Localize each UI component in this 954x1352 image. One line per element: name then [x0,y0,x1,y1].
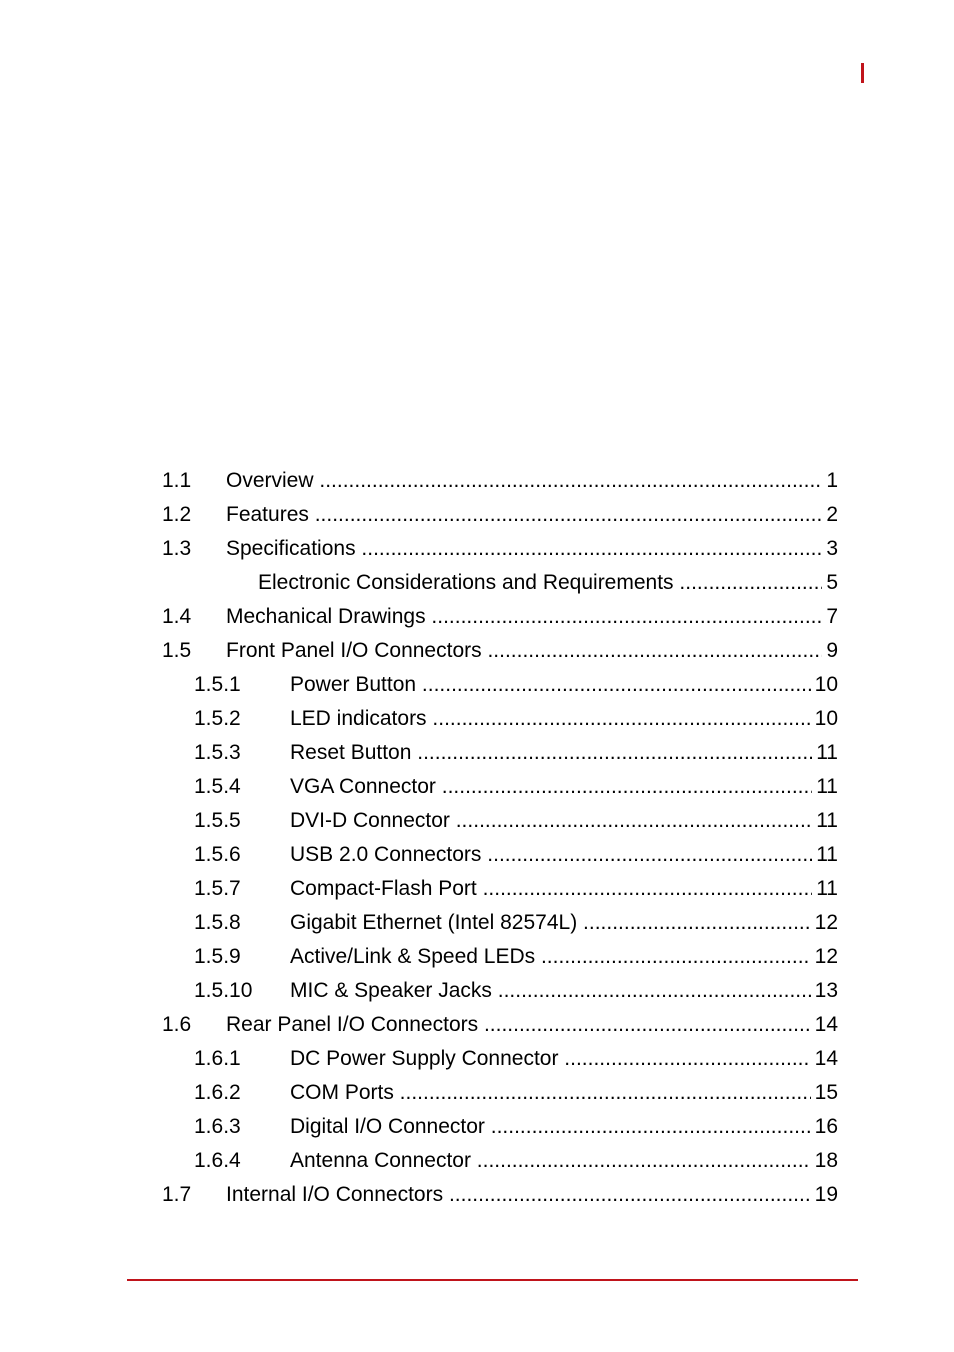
table-of-contents [162,464,838,1212]
toc-entry-number: 1.5.4 [194,775,241,798]
toc-entry-title: Specifications ..... [226,532,838,566]
toc-entry-number: 1.5.3 [194,741,241,764]
toc-entry-number: 1.3 [162,537,192,560]
toc-entry-number: 1.6 [162,1013,192,1036]
toc-entry[interactable] [162,804,838,838]
toc-entry-title: Electronic Considerations and Requirements ..... [258,566,838,600]
toc-entry-page: 2 [822,498,838,532]
toc-entry-page: 16 [811,1110,838,1144]
toc-entry-page: 1 [822,464,838,498]
toc-entry[interactable] [162,1110,838,1144]
toc-entry-title: DC Power Supply Connector ..... [290,1042,838,1076]
toc-entry-title: Mechanical Drawings ..... [226,600,838,634]
toc-entry-number: 1.6.2 [194,1081,241,1104]
toc-entry[interactable] [162,940,838,974]
footer-rule [127,1279,858,1281]
toc-entry-page: 15 [811,1076,838,1110]
toc-entry[interactable] [162,702,838,736]
toc-entry-number: 1.5.1 [194,673,241,696]
toc-entry[interactable] [162,464,838,498]
toc-entry-page: 18 [811,1144,838,1178]
toc-entry[interactable] [162,634,838,668]
toc-entry-number: 1.5.2 [194,707,241,730]
toc-entry[interactable] [162,498,838,532]
toc-entry[interactable] [162,1144,838,1178]
toc-entry-title: Front Panel I/O Connectors ..... [226,634,838,668]
toc-entry-number: 1.1 [162,469,192,492]
toc-entry-number: 1.5 [162,639,192,662]
toc-entry-title: Overview ..... [226,464,838,498]
toc-entry[interactable] [162,532,838,566]
header-accent-bar [861,63,864,83]
toc-entry-page: 11 [812,804,838,838]
toc-entry-page: 11 [812,770,838,804]
toc-entry-title: COM Ports ..... [290,1076,838,1110]
toc-entry[interactable] [162,736,838,770]
toc-entry-page: 11 [812,838,838,872]
toc-entry-title: Features ..... [226,498,838,532]
toc-entry-number: 1.7 [162,1183,192,1206]
toc-entry-title: Compact-Flash Port ..... [290,872,838,906]
toc-entry-title: MIC & Speaker Jacks ..... [290,974,838,1008]
toc-entry-page: 7 [822,600,838,634]
toc-entry[interactable] [162,566,838,600]
toc-entry-number: 1.6.1 [194,1047,241,1070]
toc-entry[interactable] [162,906,838,940]
toc-entry-page: 11 [812,736,838,770]
toc-entry[interactable] [162,1042,838,1076]
toc-entry-page: 13 [811,974,838,1008]
toc-entry-title: Antenna Connector ..... [290,1144,838,1178]
toc-entry-number: 1.5.8 [194,911,241,934]
toc-entry-page: 14 [811,1008,838,1042]
toc-entry-title: Digital I/O Connector ..... [290,1110,838,1144]
toc-entry-number: 1.5.9 [194,945,241,968]
toc-entry-title: Gigabit Ethernet (Intel 82574L) ..... [290,906,838,940]
toc-entry-number: 1.6.3 [194,1115,241,1138]
toc-entry-page: 19 [811,1178,838,1212]
toc-entry-title: LED indicators ..... [290,702,838,736]
toc-entry-page: 10 [811,668,838,702]
toc-entry-number: 1.5.5 [194,809,241,832]
toc-entry[interactable] [162,1178,838,1212]
toc-entry[interactable] [162,838,838,872]
toc-entry-page: 11 [812,872,838,906]
toc-entry-page: 10 [811,702,838,736]
toc-entry-number: 1.2 [162,503,192,526]
toc-entry[interactable] [162,872,838,906]
toc-entry[interactable] [162,974,838,1008]
toc-entry-number: 1.5.6 [194,843,241,866]
toc-entry-page: 14 [811,1042,838,1076]
toc-entry-number: 1.5.7 [194,877,241,900]
toc-entry-title: Active/Link & Speed LEDs ..... [290,940,838,974]
toc-entry-number: 1.6.4 [194,1149,241,1172]
toc-entry[interactable] [162,1008,838,1042]
toc-entry-page: 5 [822,566,838,600]
toc-entry-number: 1.5.10 [194,979,253,1002]
toc-entry-page: 9 [822,634,838,668]
toc-entry-page: 3 [822,532,838,566]
toc-entry-number: 1.4 [162,605,192,628]
toc-entry-title: Rear Panel I/O Connectors ..... [226,1008,838,1042]
toc-entry-title: VGA Connector ..... [290,770,838,804]
toc-entry-title: USB 2.0 Connectors ..... [290,838,838,872]
toc-entry[interactable] [162,770,838,804]
toc-entry-title: Internal I/O Connectors ..... [226,1178,838,1212]
toc-entry[interactable] [162,600,838,634]
toc-entry-title: Reset Button ..... [290,736,838,770]
toc-entry-page: 12 [811,940,838,974]
toc-entry[interactable] [162,668,838,702]
toc-entry[interactable] [162,1076,838,1110]
toc-entry-title: Power Button ..... [290,668,838,702]
toc-entry-page: 12 [811,906,838,940]
toc-entry-title: DVI-D Connector ..... [290,804,838,838]
